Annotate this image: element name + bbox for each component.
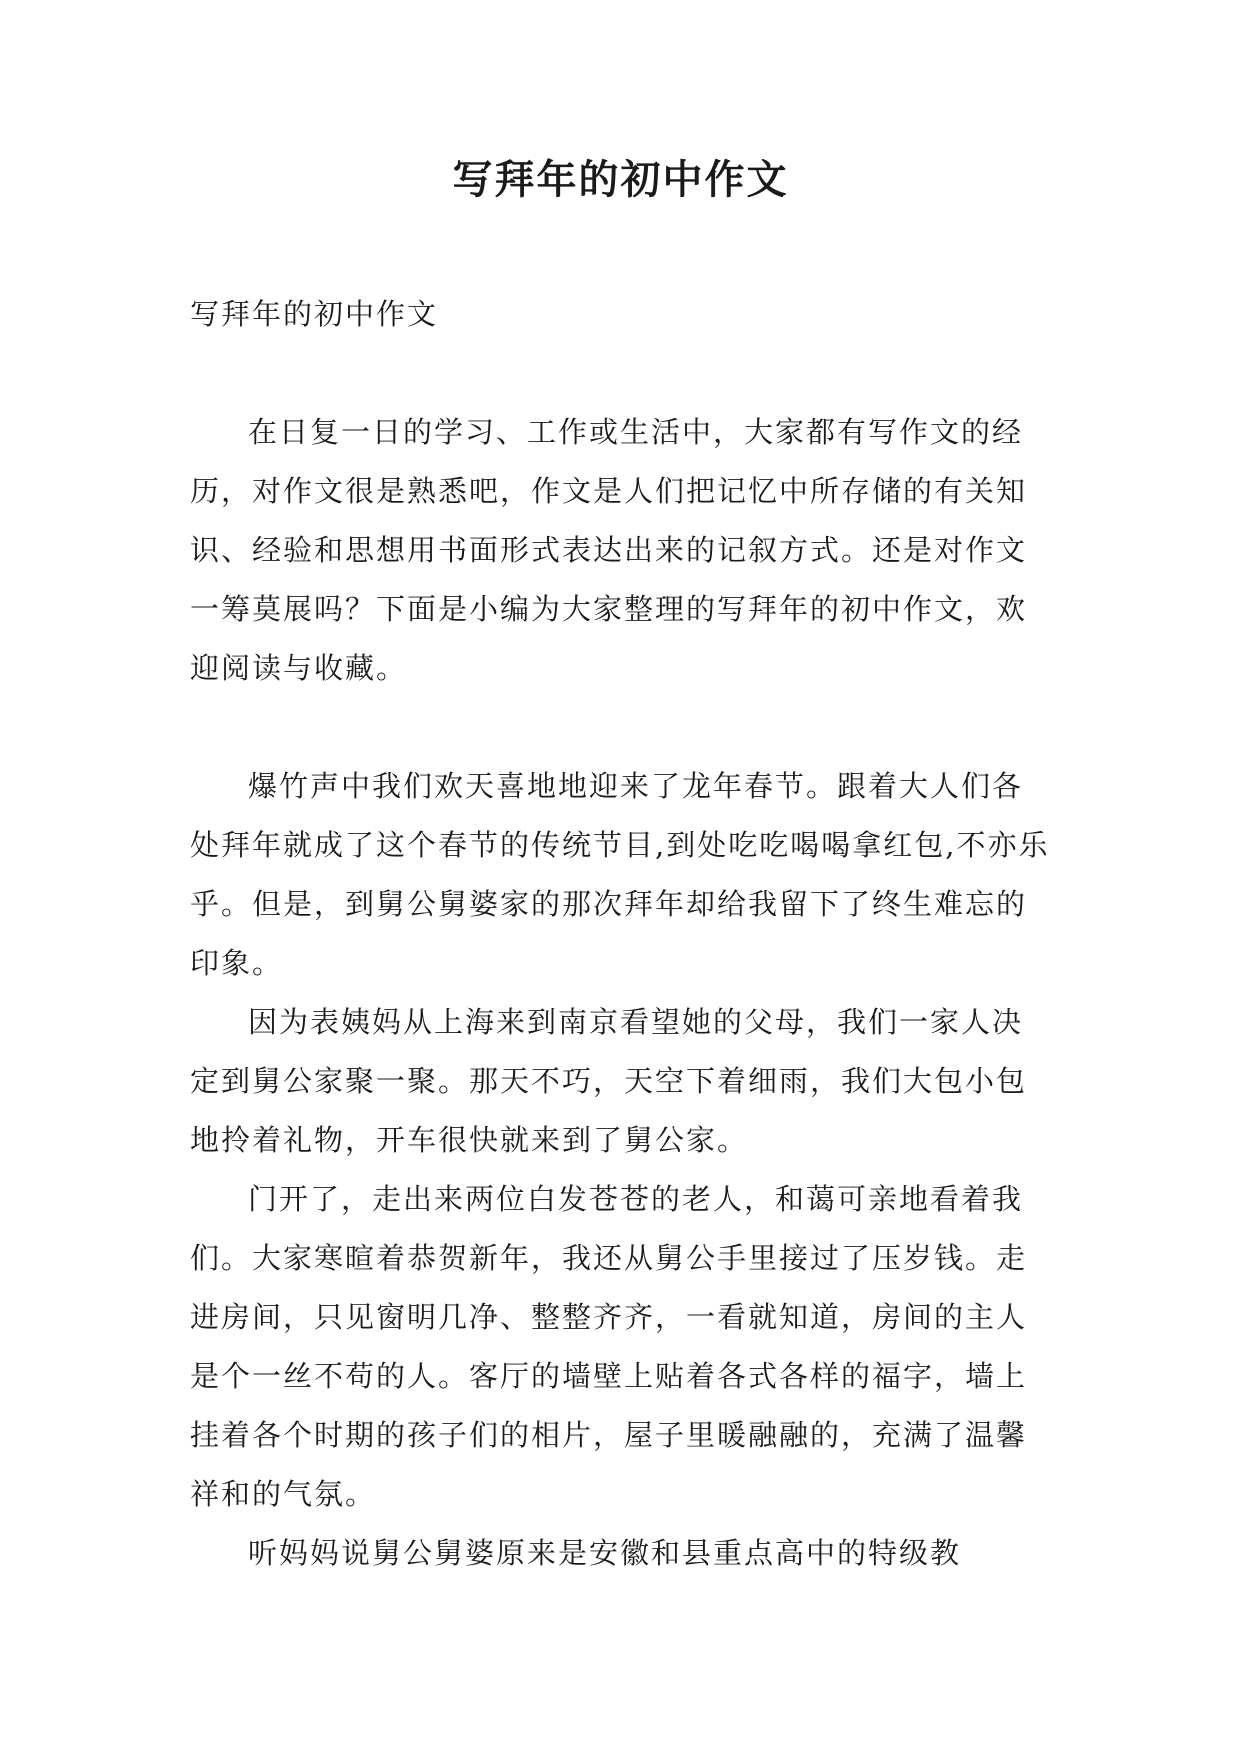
document-body bbox=[190, 285, 1051, 1583]
document-title: 写拜年的初中作文 bbox=[452, 157, 789, 203]
body-paragraph: 爆竹声中我们欢天喜地地迎来了龙年春节。跟着大人们各处拜年就成了这个春节的传统节目,到处吃吃喝喝拿红包,不亦乐乎。但是，到舅公舅婆家的那次拜年却给我留下了终生难忘的印象。 bbox=[190, 769, 1050, 980]
intro-paragraph: 在日复一日的学习、工作或生活中，大家都有写作文的经历，对作文很是熟悉吧，作文是人们把记忆中所存储的有关知识、经验和思想用书面形式表达出来的记叙方式。还是对作文一筹莫展吗？下面是小编为大家整理的写拜年的初中作文，欢迎阅读与收藏。 bbox=[190, 415, 1028, 685]
document-subtitle: 写拜年的初中作文 bbox=[190, 297, 439, 331]
body-paragraph: 门开了，走出来两位白发苍苍的老人，和蔼可亲地看着我们。大家寒暄着恭贺新年，我还从舅公手里接过了压岁钱。走进房间，只见窗明几净、整整齐齐，一看就知道，房间的主人是个一丝不苟的人。客厅的墙壁上贴着各式各样的福字，墙上挂着各个时期的孩子们的相片，屋子里暖融融的，充满了温馨祥和的气氛。 bbox=[190, 1182, 1028, 1511]
body-paragraph: 听妈妈说舅公舅婆原来是安徽和县重点高中的特级教 bbox=[248, 1536, 962, 1570]
body-paragraph: 因为表姨妈从上海来到南京看望她的父母，我们一家人决定到舅公家聚一聚。那天不巧，天空下着细雨，我们大包小包地拎着礼物，开车很快就来到了舅公家。 bbox=[190, 1005, 1028, 1157]
